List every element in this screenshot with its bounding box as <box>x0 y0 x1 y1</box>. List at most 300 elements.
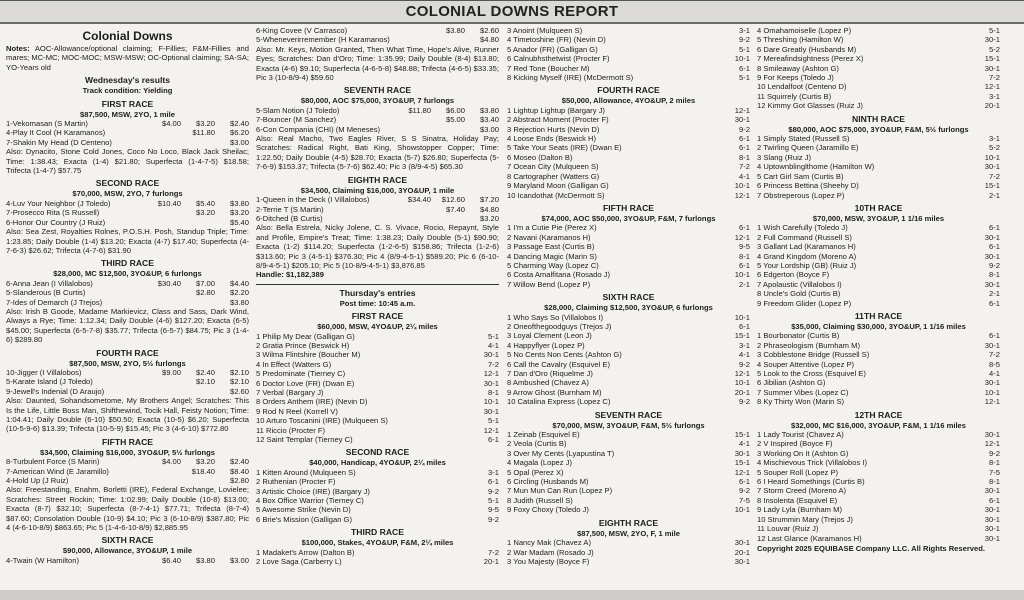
place-payout <box>181 476 215 485</box>
morning-line-odds: 10-1 <box>734 312 750 322</box>
morning-line-odds: 5-2 <box>989 143 1000 153</box>
column-1 <box>6 26 249 588</box>
entry-row <box>507 369 750 378</box>
horse-jockey: 1-Queen in the Deck (I Villalobos) <box>256 195 370 205</box>
morning-line-odds: 3-1 <box>739 26 750 35</box>
horse-jockey: 6-Con Compania (CHI) (M Meneses) <box>256 124 381 134</box>
entry-row <box>757 341 1000 350</box>
entry-row <box>757 477 1000 486</box>
entry-horse: 10 Strummin Mary (Trejos J) <box>757 514 853 524</box>
report-title: COLONIAL DOWNS REPORT <box>405 3 619 20</box>
morning-line-odds: 9-5 <box>739 242 750 252</box>
entry-horse: 2 Ruthenian (Procter F) <box>256 477 336 487</box>
result-row <box>256 35 499 44</box>
race-conditions: $35,000, Claiming $30,000, 3YO&UP, 1 1/16 miles <box>791 321 966 331</box>
entry-horse: 2 Gratia Prince (Beswick H) <box>256 340 350 350</box>
entry-row <box>507 242 750 251</box>
entry-horse: 1 Lightup Lightup (Bargary J) <box>507 105 605 115</box>
morning-line-odds: 4-1 <box>488 340 499 350</box>
track-condition: Track condition: Yielding <box>82 86 173 96</box>
show-payout: $2.10 <box>229 377 249 387</box>
race-conditions: $32,000, MC $16,000, 3YO&UP, F&M, 1 1/16 miles <box>790 420 967 430</box>
entry-horse: 7 Obstreperous (Lopez P) <box>757 190 845 200</box>
morning-line-odds: 10-1 <box>734 181 750 191</box>
result-row <box>256 195 499 204</box>
entry-row <box>507 331 750 340</box>
entry-horse: 11 Squirrely (Curtis B) <box>757 91 832 101</box>
section-heading: Wednesday's results <box>85 75 170 86</box>
entry-row <box>507 280 750 289</box>
win-payout: $4.00 <box>161 119 181 129</box>
entry-horse: 2 Abstract Moment (Procter F) <box>507 115 609 125</box>
horse-jockey: 6-King Covee (V Carrasco) <box>256 26 348 35</box>
morning-line-odds: 6-1 <box>989 495 1000 505</box>
race-notes: Also: Daunted, Sohandsometome, My Brothers Angel; Scratches: This Is the Life, Little Boss Man, Shifthewind, Tocik Hall, Feisty Notion; Time: 1:04.41; Daily Double (6-10) $50.50; Exacta (10-5) $6.20; Superfecta (10-5-9-6) $13.39; Trifecta (10-5-9) $15.45; Pic 3 (4-6-10) $772.80 <box>6 396 249 434</box>
morning-line-odds: 30-1 <box>483 378 499 388</box>
section-heading: FIFTH RACE <box>101 436 154 447</box>
morning-line-odds: 6-1 <box>989 331 1000 341</box>
entry-horse: 5 No Cents Non Cents (Ashton G) <box>507 350 622 360</box>
win-payout <box>147 377 181 386</box>
entry-row <box>256 397 499 406</box>
entry-row <box>507 64 750 73</box>
show-payout: $3.00 <box>229 137 249 147</box>
entry-horse: 3 Anoint (Mulqueen S) <box>507 26 583 35</box>
morning-line-odds: 12-1 <box>734 105 750 115</box>
show-payout: $4.80 <box>479 204 499 214</box>
show-payout: $3.20 <box>479 213 499 223</box>
morning-line-odds: 30-1 <box>984 505 1000 515</box>
entry-row <box>757 223 1000 232</box>
notes-paragraph <box>6 44 249 72</box>
morning-line-odds: 30-1 <box>734 538 750 548</box>
entry-horse: 2 Navani (Karamanos H) <box>507 232 591 242</box>
entry-row <box>757 143 1000 152</box>
result-row <box>6 288 249 297</box>
morning-line-odds: 7-5 <box>989 467 1000 477</box>
result-row <box>6 138 249 147</box>
horse-jockey: 4-Luv Your Neighbor (J Toledo) <box>6 198 111 208</box>
show-payout: $3.00 <box>479 124 499 134</box>
morning-line-odds: 12-1 <box>734 369 750 378</box>
entry-row <box>256 360 499 369</box>
entry-row <box>507 115 750 124</box>
section-heading: EIGHTH RACE <box>598 517 659 528</box>
win-payout: $9.00 <box>161 367 181 377</box>
result-row <box>6 218 249 227</box>
entry-row <box>256 557 499 566</box>
section-heading: FOURTH RACE <box>597 85 660 96</box>
place-payout: $2.40 <box>195 367 215 377</box>
entry-row <box>757 496 1000 505</box>
morning-line-odds: 7-2 <box>739 162 750 172</box>
entry-horse: 7 Storm Creed (Moreno A) <box>757 486 847 496</box>
entry-row <box>507 449 750 458</box>
show-payout: $6.20 <box>229 128 249 138</box>
result-row <box>256 26 499 35</box>
notes-text: AOC-Allowance/optional claiming; F-Fillies; F&M-Fillies and mares; MC-MC; MOC-MOC; MSW-MSW; OC-Optional claiming; SA-SA; YO-Years old <box>6 44 249 72</box>
masthead: Colonial Downs <box>82 29 173 43</box>
entry-horse: 1 Who Says So (Villalobos I) <box>507 312 604 322</box>
morning-line-odds: 15-1 <box>984 54 1000 64</box>
result-row <box>6 298 249 307</box>
place-payout: $3.20 <box>195 457 215 467</box>
entry-horse: 8 Kicking Myself (IRE) (McDermott S) <box>507 73 634 83</box>
entry-horse: 6 Jibilian (Ashton G) <box>757 378 826 388</box>
show-payout: $3.80 <box>479 105 499 115</box>
entry-horse: 7 Dan d'Oro (Riquelme J) <box>507 369 593 378</box>
column-2 <box>256 26 499 588</box>
horse-jockey: 4-Hold Up (J Ruiz) <box>6 476 69 486</box>
entry-row <box>757 524 1000 533</box>
entry-row <box>507 252 750 261</box>
morning-line-odds: 15-1 <box>734 331 750 341</box>
result-row <box>6 368 249 377</box>
morning-line-odds: 12-1 <box>483 425 499 435</box>
section-heading: SIXTH RACE <box>602 292 655 303</box>
entry-horse: 8 Orders Anthem (IRE) (Nevin D) <box>256 397 368 407</box>
morning-line-odds: 12-1 <box>734 467 750 477</box>
entry-horse: 8 Smileaway (Ashton G) <box>757 63 839 73</box>
entry-row <box>757 350 1000 359</box>
entry-horse: 5 Cart Girl Sam (Curtis B) <box>757 171 844 181</box>
win-payout: $6.40 <box>161 555 181 565</box>
entry-row <box>757 515 1000 524</box>
morning-line-odds: 6-1 <box>739 260 750 270</box>
horse-jockey: 6-Ditched (B Curtis) <box>256 213 323 223</box>
morning-line-odds: 9-2 <box>488 486 499 496</box>
entry-horse: 6 Call the Cavalry (Esquivel E) <box>507 359 610 369</box>
morning-line-odds: 10-1 <box>734 270 750 280</box>
entry-row <box>757 289 1000 298</box>
entry-horse: 1 Madaket's Arrow (Dalton B) <box>256 547 355 557</box>
morning-line-odds: 7-2 <box>488 359 499 369</box>
morning-line-odds: 30-1 <box>984 430 1000 440</box>
column-4 <box>757 26 1000 588</box>
entry-row <box>507 54 750 63</box>
morning-line-odds: 9-2 <box>739 124 750 134</box>
entry-row <box>757 82 1000 91</box>
horse-jockey: 5-Wheneverirremember (H Karamanos) <box>256 35 390 45</box>
morning-line-odds: 10-1 <box>984 152 1000 162</box>
result-row <box>6 279 249 288</box>
entry-row <box>757 134 1000 143</box>
entry-horse: 10 Lendalfoot (Centeno D) <box>757 82 847 92</box>
entry-horse: 5 Charming Way (Lopez C) <box>507 260 599 270</box>
report-banner <box>0 0 1024 22</box>
entry-horse: 5 Threshing (Hamilton W) <box>757 35 844 45</box>
section-heading: SEVENTH RACE <box>594 409 663 420</box>
morning-line-odds: 10-1 <box>984 387 1000 397</box>
morning-line-odds: 8-5 <box>989 359 1000 369</box>
place-payout <box>431 214 465 223</box>
entry-horse: 9 Foxy Choxy (Toledo J) <box>507 505 589 515</box>
morning-line-odds: 4-1 <box>739 171 750 181</box>
place-payout: $3.20 <box>195 119 215 129</box>
morning-line-odds: 6-1 <box>739 63 750 73</box>
win-payout <box>397 205 431 214</box>
entry-horse: 2 V Inspired (Boyce F) <box>757 439 833 449</box>
morning-line-odds: 30-1 <box>984 162 1000 172</box>
entry-row <box>507 313 750 322</box>
place-payout: $3.20 <box>195 208 215 218</box>
entry-row <box>256 548 499 557</box>
morning-line-odds: 5-1 <box>488 496 499 506</box>
morning-line-odds: 30-1 <box>483 350 499 360</box>
entry-horse: 6 Moseo (Dalton B) <box>507 152 573 162</box>
entry-horse: 7 Mereafindsightness (Perez X) <box>757 54 864 64</box>
win-payout <box>147 298 181 307</box>
horse-jockey: 9-Jewell's Indenial (D Araujo) <box>6 386 105 396</box>
place-payout <box>181 218 215 227</box>
entry-horse: 10 Catalina Express (Lopez C) <box>507 397 611 407</box>
morning-line-odds: 5-1 <box>488 331 499 341</box>
entry-row <box>507 153 750 162</box>
entry-row <box>507 350 750 359</box>
entry-horse: 9 Freedom Glider (Lopez P) <box>757 298 852 308</box>
entry-row <box>757 468 1000 477</box>
entry-row <box>507 233 750 242</box>
entry-row <box>507 477 750 486</box>
entry-row <box>507 223 750 232</box>
entry-row <box>507 322 750 331</box>
column-3 <box>507 26 750 588</box>
race-conditions: $70,000, MSW, 3YO&UP, F&M, 5½ furlongs <box>552 420 705 430</box>
horse-jockey: 10-Jigger (I Villalobos) <box>6 367 82 377</box>
entry-row <box>757 153 1000 162</box>
entry-row <box>757 430 1000 439</box>
entry-row <box>507 172 750 181</box>
show-payout: $2.40 <box>229 119 249 129</box>
entry-row <box>757 191 1000 200</box>
entry-horse: 3 You Majesty (Boyce F) <box>507 556 590 566</box>
entry-horse: 2 Veola (Curtis B) <box>507 439 567 449</box>
race-conditions: $74,000, AOC $50,000, 3YO&UP, F&M, 7 furlongs <box>541 213 716 223</box>
morning-line-odds: 6-1 <box>739 143 750 153</box>
entry-row <box>507 143 750 152</box>
morning-line-odds: 5-1 <box>488 416 499 426</box>
banner-rule <box>0 22 1024 24</box>
win-payout <box>397 35 431 44</box>
win-payout <box>147 138 181 147</box>
morning-line-odds: 9-2 <box>739 35 750 45</box>
entry-horse: 3 Artistic Choice (IRE) (Bargary J) <box>256 486 370 496</box>
show-payout: $2.60 <box>229 386 249 396</box>
entry-row <box>757 45 1000 54</box>
show-payout: $4.80 <box>479 35 499 45</box>
entry-row <box>757 92 1000 101</box>
horse-jockey: 4-Twain (W Hamilton) <box>6 555 79 565</box>
show-payout: $5.40 <box>229 217 249 227</box>
race-conditions: $100,000, Stakes, 4YO&UP, F&M, 2¼ miles <box>301 538 454 548</box>
entry-horse: 3 Wilma Flintshire (Boucher M) <box>256 350 361 360</box>
race-notes: Also: Irish B Goode, Madame Markievicz, Class and Sass, Dark Wind, Always a Rye; Time: 1:12.34; Daily Double (4-6) $127.20; Exacta (6-5) $45.00; Superfecta (6-5-7-8) $35.77; Trifecta (6-5-7) $84.75; Pic 3 (1-4-6) $289.80 <box>6 306 249 345</box>
entry-row <box>757 73 1000 82</box>
section-heading: FIFTH RACE <box>602 202 655 213</box>
entry-row <box>507 261 750 270</box>
morning-line-odds: 2-1 <box>989 289 1000 299</box>
morning-line-odds: 10-1 <box>734 378 750 388</box>
entry-horse: 8 Cartographer (Watters G) <box>507 171 600 181</box>
entry-row <box>757 242 1000 251</box>
morning-line-odds: 5-1 <box>989 26 1000 35</box>
entry-row <box>507 505 750 514</box>
entry-row <box>256 468 499 477</box>
win-payout <box>147 218 181 227</box>
morning-line-odds: 30-1 <box>984 279 1000 289</box>
win-payout <box>147 128 181 137</box>
race-conditions: $80,000, AOC $75,000, 3YO&UP, F&M, 5½ furlongs <box>788 124 969 134</box>
entry-row <box>757 331 1000 340</box>
entry-horse: 3 Slang (Ruiz J) <box>757 152 812 162</box>
entry-horse: 2 Full Command (Russell S) <box>757 232 852 242</box>
entry-horse: 1 Wish Carefully (Toledo J) <box>757 223 848 233</box>
entry-horse: 6 Brie's Mission (Galligan G) <box>256 514 352 524</box>
entry-row <box>757 252 1000 261</box>
horse-jockey: 7-Shakin My Head (D Centeno) <box>6 137 112 147</box>
morning-line-odds: 30-1 <box>984 524 1000 534</box>
morning-line-odds: 9-2 <box>989 260 1000 270</box>
win-payout <box>397 115 431 124</box>
win-payout: $30.40 <box>157 278 181 288</box>
entry-horse: 1 Simply Stated (Russell S) <box>757 134 850 144</box>
entry-row <box>507 486 750 495</box>
morning-line-odds: 6-1 <box>488 435 499 445</box>
entry-row <box>757 388 1000 397</box>
entry-row <box>757 280 1000 289</box>
morning-line-odds: 9-5 <box>488 505 499 515</box>
entry-row <box>507 73 750 82</box>
section-heading: SECOND RACE <box>95 178 160 189</box>
place-payout: $3.80 <box>195 555 215 565</box>
entry-horse: 4 Box Office Warrior (Tierney C) <box>256 496 364 506</box>
entry-horse: 4 Dancing Magic (Marin S) <box>507 251 597 261</box>
entry-horse: 11 Riccio (Procter F) <box>256 425 326 435</box>
morning-line-odds: 5-2 <box>989 44 1000 54</box>
win-payout <box>147 476 181 485</box>
entry-horse: 5 Your Lordship (GB) (Ruiz J) <box>757 260 857 270</box>
entry-row <box>256 435 499 444</box>
result-row <box>256 106 499 115</box>
section-heading: SIXTH RACE <box>101 535 154 546</box>
morning-line-odds: 2-1 <box>989 190 1000 200</box>
entry-horse: 1 Lady Tourist (Chavez A) <box>757 430 844 440</box>
entry-horse: 9 Lady Lyla (Burnham M) <box>757 505 842 515</box>
morning-line-odds: 7-2 <box>488 547 499 557</box>
morning-line-odds: 5-1 <box>739 73 750 83</box>
place-payout <box>431 35 465 44</box>
entry-horse: 1 Nancy Mak (Chavez A) <box>507 538 591 548</box>
horse-jockey: 4-Play It Cool (H Karamanos) <box>6 128 106 138</box>
race-notes: Also: Sea Zest, Royalties Rolnes, P.O.S.H. Posh, Standup Triple; Time: 1:23.85; Daily Double (1-4) $13.20; Exacta (4-7) $17.40; Superfecta (4-7-6-3) $26.62; Trifecta (4-7-6) $31.90 <box>6 227 249 255</box>
morning-line-odds: 9-2 <box>989 448 1000 458</box>
result-row <box>6 387 249 396</box>
entry-horse: 8 Ambushed (Chavez A) <box>507 378 589 388</box>
horse-jockey: 7-American Wind (E Jaramillo) <box>6 466 109 476</box>
morning-line-odds: 3-1 <box>989 134 1000 144</box>
morning-line-odds: 3-1 <box>989 91 1000 101</box>
race-conditions: $87,500, MSW, 2YO, 1 mile <box>80 109 175 119</box>
morning-line-odds: 6-1 <box>989 298 1000 308</box>
morning-line-odds: 7-2 <box>989 350 1000 360</box>
entry-row <box>507 439 750 448</box>
show-payout: $2.80 <box>229 476 249 486</box>
place-payout: $7.40 <box>445 204 465 214</box>
entry-horse: 10 Icandothat (McDermott S) <box>507 190 605 200</box>
entry-horse: 6 Calnubhsthetwist (Procter F) <box>507 54 610 64</box>
entry-row <box>256 426 499 435</box>
morning-line-odds: 4-1 <box>739 439 750 449</box>
morning-line-odds: 30-1 <box>734 448 750 458</box>
show-payout: $3.00 <box>229 555 249 565</box>
entry-row <box>256 496 499 505</box>
entry-horse: 1 Philip My Dear (Galligan G) <box>256 331 355 341</box>
morning-line-odds: 9-2 <box>739 359 750 369</box>
horse-jockey: 7-Ides of Demarch (J Trejos) <box>6 297 103 307</box>
entry-row <box>757 486 1000 495</box>
morning-line-odds: 15-1 <box>734 458 750 468</box>
entry-row <box>507 430 750 439</box>
handle-total: Handle: $1,182,389 <box>256 270 324 280</box>
entry-row <box>757 35 1000 44</box>
race-conditions: $70,000, MSW, 3YO&UP, 1 1/16 miles <box>812 213 945 223</box>
race-notes: Also: Dynacito, Stone Cold Jones, Coco No Loco, Black Jack Sheilac; Time: 1:38.43; Exacta (1-4) $21.80; Superfecta (1-4-7-5) $18.58; Trifecta (1-4-7) $57.75 <box>6 147 249 176</box>
entry-row <box>507 341 750 350</box>
race-conditions: $40,000, Handicap, 4YO&UP, 2¼ miles <box>309 458 446 468</box>
entry-horse: 9 Maryland Moon (Galligan G) <box>507 181 609 191</box>
place-payout: $5.00 <box>445 115 465 125</box>
entry-horse: 2 Love Saga (Carberry L) <box>256 557 342 567</box>
win-payout <box>147 288 181 297</box>
entry-horse: 1 Kitten Around (Mulqueen S) <box>256 467 356 477</box>
morning-line-odds: 6-1 <box>739 321 750 331</box>
result-row <box>6 377 249 386</box>
race-notes: Also: Real Macho, Two Eagles River, S S Sinatra, Holiday Pay; Scratches: Radical Right, Bati King, Showstopper Copper; Time: 1:22.50; Daily Double (4-5) $28.70; Exacta (5-7) $26.80; Superfecta (5-7-6-9) $153.37; Trifecta (5-7-6) $62.40; Pic 3 (8/9-4-5) $65.30 <box>256 134 499 172</box>
section-heading: EIGHTH RACE <box>347 174 408 185</box>
morning-line-odds: 5-1 <box>739 44 750 54</box>
entry-horse: 5 Predominate (Tierney C) <box>256 369 346 379</box>
entry-horse: 9 Arrow Ghost (Burnham M) <box>507 387 602 397</box>
place-payout: $12.60 <box>441 195 465 205</box>
section-heading: THIRD RACE <box>351 527 404 538</box>
place-payout: $18.40 <box>191 466 215 476</box>
entry-horse: 6 Circling (Husbands M) <box>507 477 589 487</box>
win-payout: $10.40 <box>157 198 181 208</box>
win-payout <box>147 387 181 396</box>
entry-horse: 7 Ocean City (Mulqueen S) <box>507 162 599 172</box>
horse-jockey: 5-Slam Notion (J Toledo) <box>256 105 340 115</box>
entry-row <box>256 416 499 425</box>
show-payout: $7.20 <box>479 195 499 205</box>
entry-row <box>507 191 750 200</box>
post-time: Post time: 10:45 a.m. <box>339 298 416 308</box>
morning-line-odds: 6-1 <box>739 223 750 233</box>
morning-line-odds: 8-1 <box>739 152 750 162</box>
morning-line-odds: 12-1 <box>984 397 1000 407</box>
result-row <box>6 467 249 476</box>
entry-row <box>256 515 499 524</box>
entry-row <box>507 557 750 566</box>
win-payout <box>397 125 431 134</box>
entry-horse: 5 Look to the Cross (Esquivel E) <box>757 369 866 378</box>
horse-jockey: 8-Turbulent Force (S Marin) <box>6 457 100 467</box>
win-payout <box>147 208 181 217</box>
place-payout <box>181 387 215 396</box>
entry-horse: 4 Loose Ends (Beswick H) <box>507 134 597 144</box>
entry-row <box>757 397 1000 406</box>
entry-row <box>757 299 1000 308</box>
entry-row <box>757 505 1000 514</box>
